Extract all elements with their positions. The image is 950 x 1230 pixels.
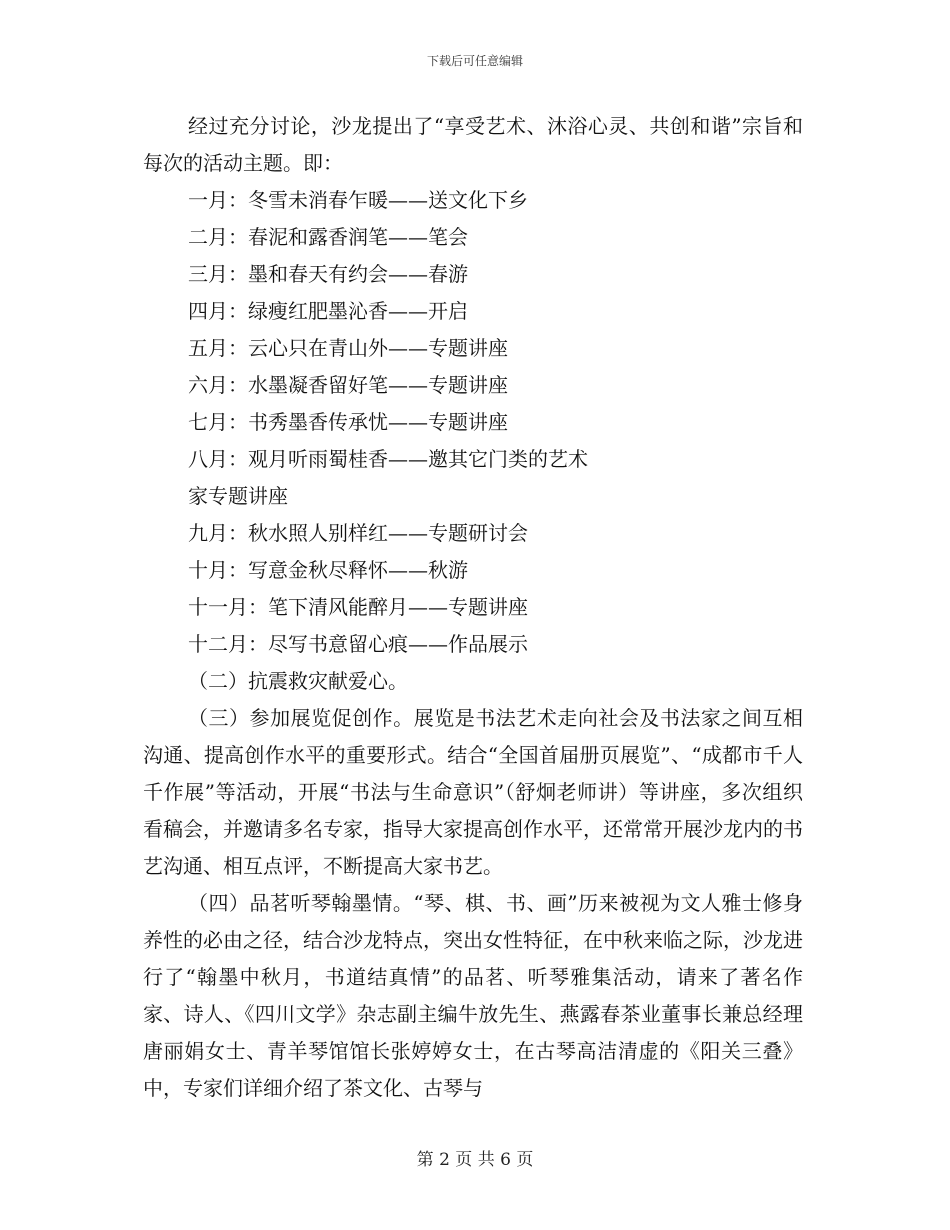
month-item: 七月：书秀墨香传承忧——专题讲座 [188, 410, 508, 434]
month-item: 一月：冬雪未消春乍暖——送文化下乡 [188, 188, 528, 212]
month-item: 八月：观月听雨蜀桂香——邀其它门类的艺术 [188, 447, 588, 471]
section-4-paragraph: （四）品茗听琴翰墨情。“琴、棋、书、画”历来被视为文人雅士修身养性的必由之径，结合沙龙特点，突出女性特征，在中秋来临之际，沙龙进行了“翰墨中秋月，书道结真情”的品茗、听琴雅集活动，请来了著名作家、诗人、《四川文学》杂志副主编牛放先生、燕露春茶业董事长兼总经理唐丽娟女士、青羊琴馆馆长张婷婷女士，在古琴高洁清虚的《阳关三叠》中，专家们详细介绍了茶文化、古琴与 [143, 891, 803, 1100]
monthly-theme-list [143, 182, 803, 663]
document-body [143, 108, 803, 1107]
section-2-paragraph: （二）抗震救灾献爱心。 [188, 669, 408, 693]
section-3-paragraph: （三）参加展览促创作。展览是书法艺术走向社会及书法家之间互相沟通、提高创作水平的重要形式。结合“全国首届册页展览”、“成都市千人千作展”等活动，开展“书法与生命意识”（舒炯老师讲）等讲座，多次组织看稿会，并邀请多名专家，指导大家提高创作水平，还常常开展沙龙内的书艺沟通、相互点评，不断提高大家书艺。 [143, 706, 803, 878]
month-item: 九月：秋水照人别样红——专题研讨会 [188, 521, 528, 545]
month-item: 三月：墨和春天有约会——春游 [188, 262, 468, 286]
page-header-note: 下载后可任意编辑 [426, 54, 523, 68]
month-item: 二月：春泥和露香润笔——笔会 [188, 225, 468, 249]
month-item: 十一月：笔下清风能醉月——专题讲座 [188, 595, 528, 619]
page-number: 第 2 页 共 6 页 [416, 1150, 534, 1170]
month-item: 六月：水墨凝香留好笔——专题讲座 [188, 373, 508, 397]
month-item: 五月：云心只在青山外——专题讲座 [188, 336, 508, 360]
intro-paragraph: 经过充分讨论，沙龙提出了“享受艺术、沐浴心灵、共创和谐”宗旨和每次的活动主题。即： [143, 114, 803, 175]
month-item: 十月：写意金秋尽释怀——秋游 [188, 558, 468, 582]
month-item: 四月：绿瘦红肥墨沁香——开启 [188, 299, 468, 323]
month-item: 十二月：尽写书意留心痕——作品展示 [188, 632, 528, 656]
month-item-continuation: 家专题讲座 [188, 484, 288, 508]
